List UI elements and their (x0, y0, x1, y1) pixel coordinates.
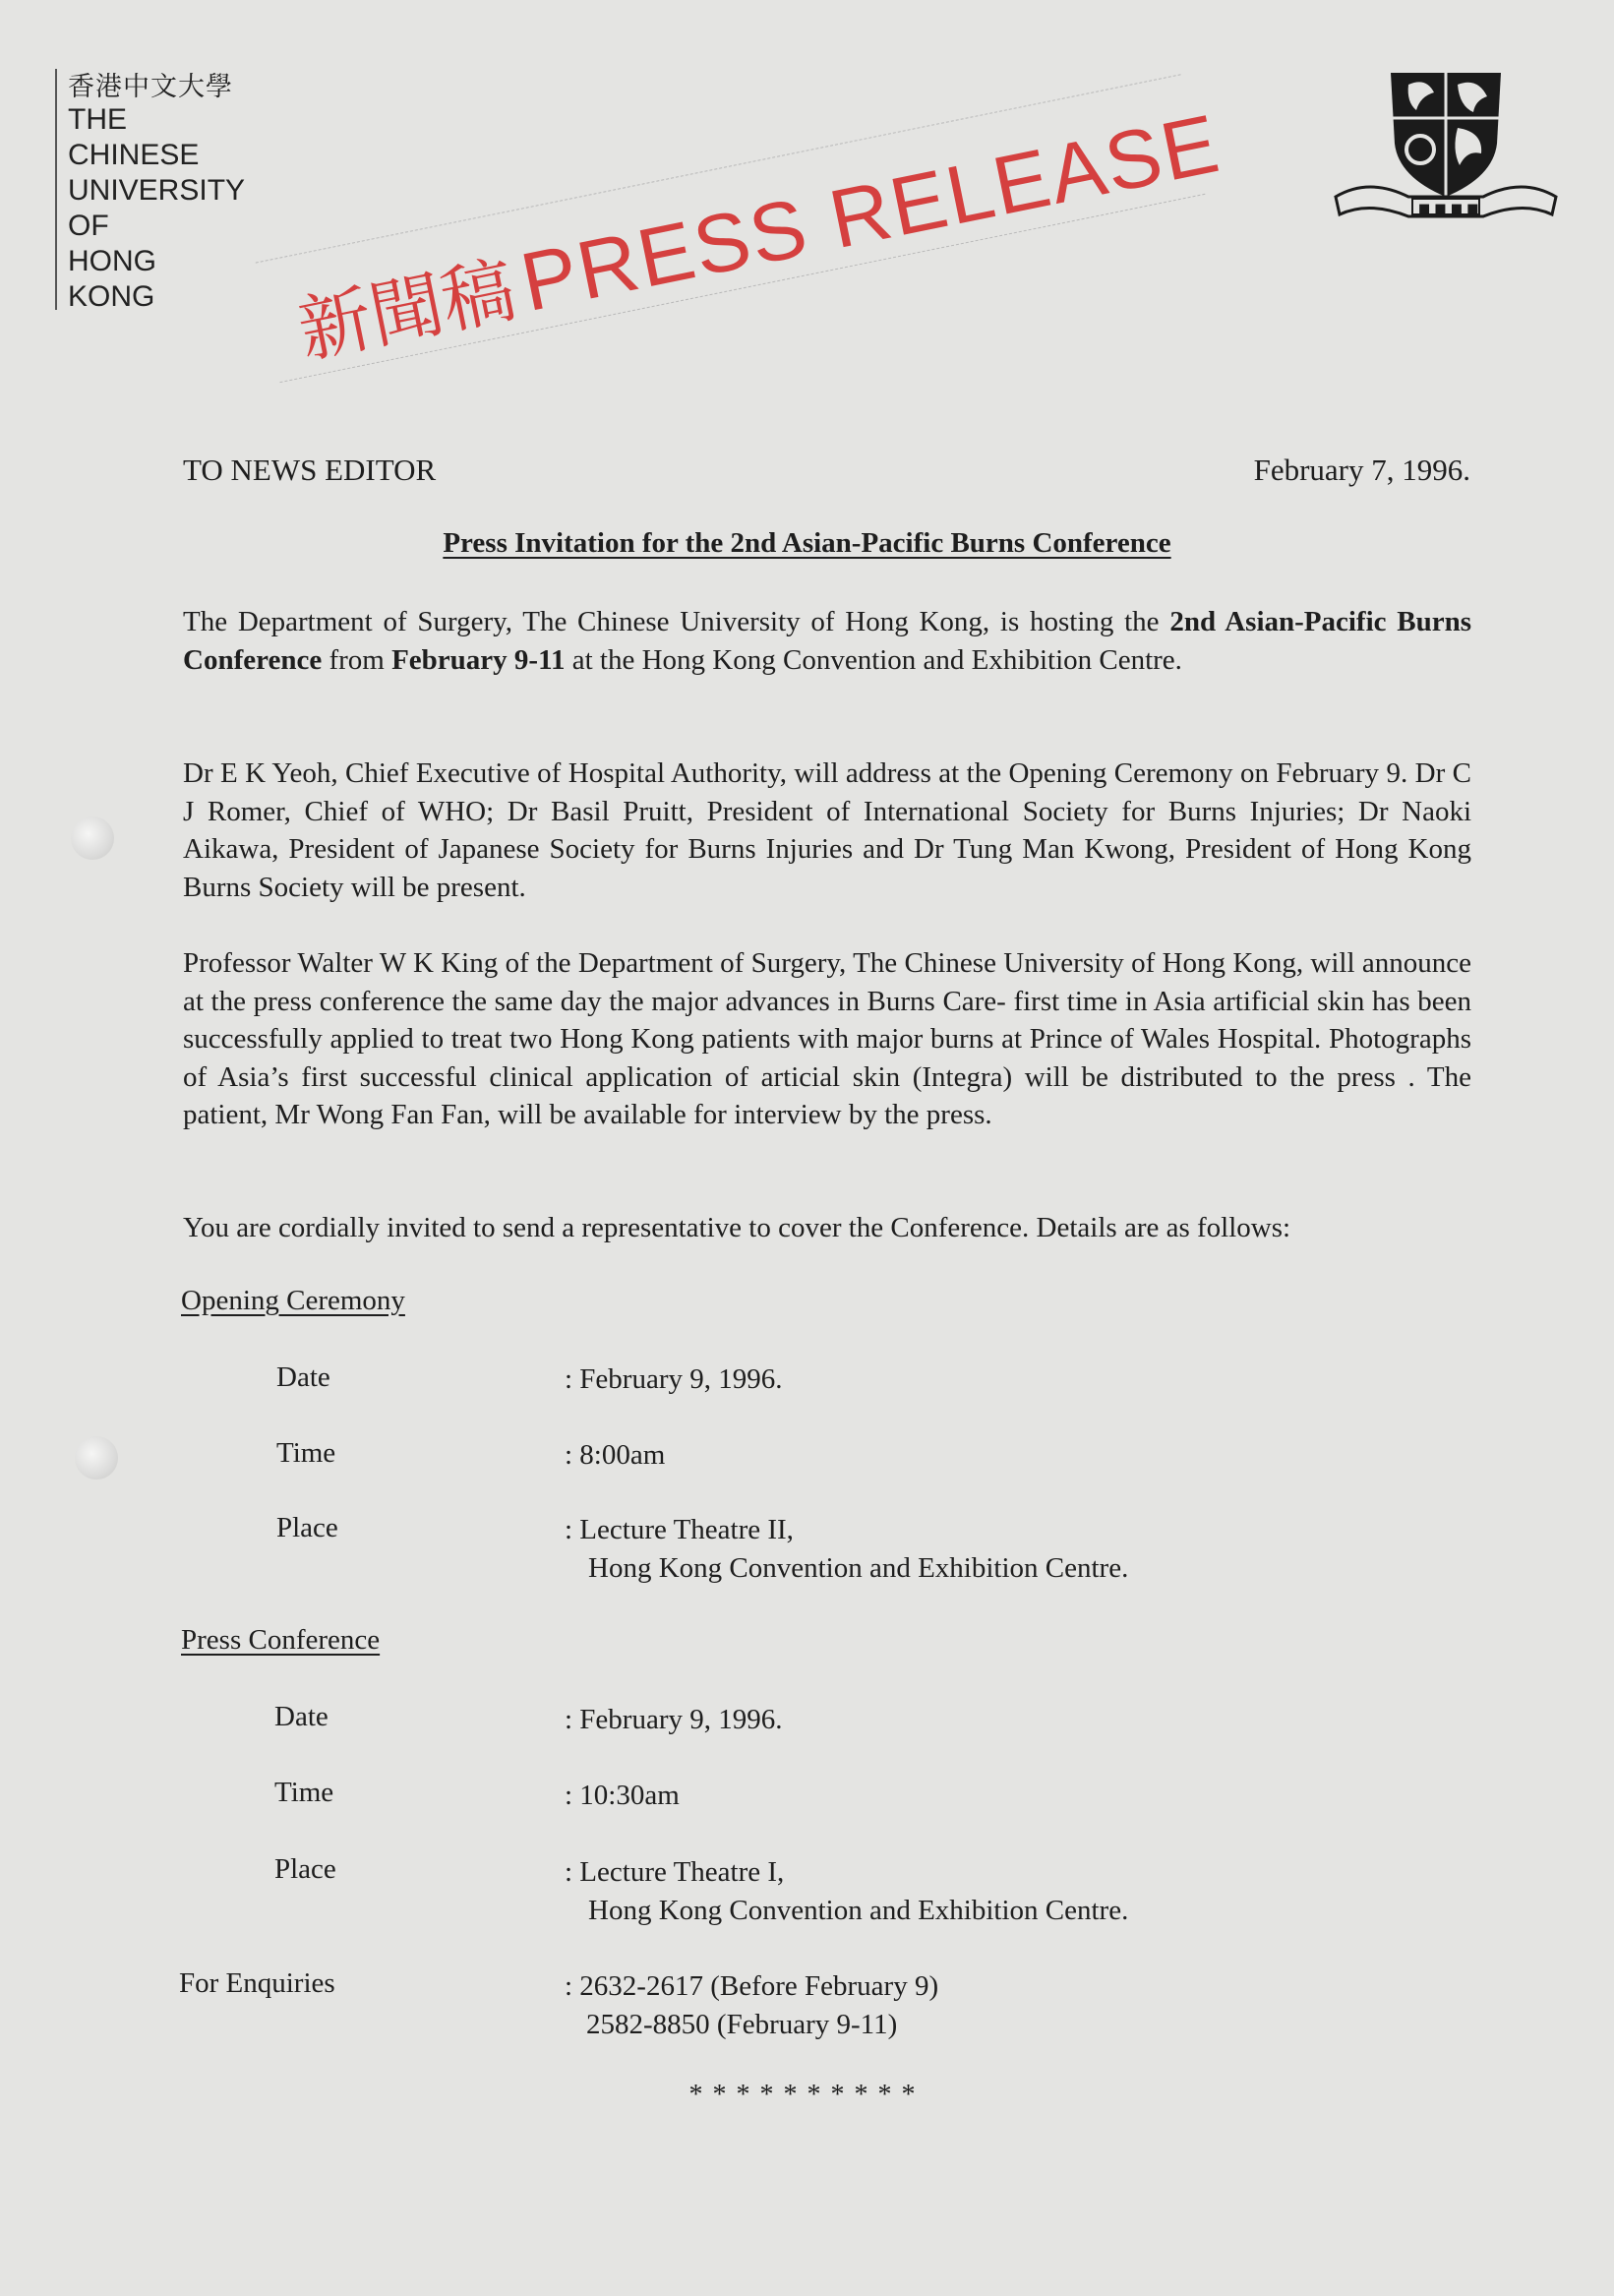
university-name-line: KONG (68, 280, 155, 313)
press-date-value: : February 9, 1996. (565, 1704, 783, 1735)
paragraph-guests: Dr E K Yeoh, Chief Executive of Hospital Authority, will address at the Opening Ceremony on February 9. Dr C J Romer, Chief of WHO; Dr Basil Pruitt, President of International Society for Burns Injuries; Dr Naoki Aikawa, President of Japanese Society for Burns Injuries and Dr Tung Man Kwong, President of Hong Kong Burns Society will be present. (183, 757, 1471, 903)
university-name-line: THE (68, 103, 127, 136)
university-name-line: UNIVERSITY (68, 174, 246, 207)
opening-time-label: Time (276, 1437, 336, 1469)
stamp-english-text: PRESS RELEASE (513, 95, 1227, 329)
paragraph-text: from (322, 643, 392, 676)
place-line: Hong Kong Convention and Exhibition Centre. (588, 1552, 1129, 1584)
footer-stars: ********** (688, 2080, 926, 2110)
stamp-chinese-text: 新聞稿 (291, 247, 522, 375)
document-title-text: Press Invitation for the 2nd Asian-Pacific Burns Conference (443, 527, 1171, 559)
opening-time-value: : 8:00am (565, 1439, 666, 1471)
university-english-name (68, 102, 245, 315)
enquiries-value (565, 1967, 938, 2044)
place-line: : Lecture Theatre I, (565, 1856, 785, 1888)
document-title (0, 527, 1614, 560)
place-line: Hong Kong Convention and Exhibition Centre. (588, 1895, 1129, 1926)
stamp-text (288, 89, 1228, 378)
conference-name: 2nd Asian-Pacific Burns Conference (183, 606, 1472, 676)
opening-ceremony-heading: Opening Ceremony (181, 1285, 405, 1316)
opening-place-value (565, 1511, 1128, 1588)
press-place-value (565, 1853, 1128, 1930)
opening-date-label: Date (276, 1361, 330, 1393)
paragraph-intro (183, 603, 1471, 679)
punch-hole (75, 1436, 118, 1480)
press-time-label: Time (274, 1777, 334, 1808)
paragraph-announcement: Professor Walter W K King of the Department of Surgery, The Chinese University of Hong Kong, will announce at the press conference the same day the major advances in Burns Care- first time in Asia artificial skin has been successfully applied to treat two Hong Kong patients with major burns at Prince of Wales Hospital. Photographs of Asia’s first successful clinical application of articial skin (Integra) will be distributed to the press . The patient, Mr Wong Fan Fan, will be available for interview by the press. (183, 947, 1471, 1130)
paragraph-text: The Department of Surgery, The Chinese University of Hong Kong, is hosting the (183, 606, 1170, 637)
opening-place-label: Place (276, 1512, 338, 1543)
enquiries-phone: 2582-8850 (February 9-11) (586, 2009, 898, 2040)
letterhead-rule (55, 69, 57, 310)
conference-dates: February 9-11 (391, 643, 566, 676)
place-line: : Lecture Theatre II, (565, 1514, 794, 1545)
university-name-line: OF (68, 210, 109, 242)
svg-text:■ ■ ■ ■: ■ ■ ■ ■ (1418, 202, 1479, 216)
opening-date-value: : February 9, 1996. (565, 1363, 783, 1395)
press-place-label: Place (274, 1853, 336, 1885)
document-date: February 7, 1996. (1253, 453, 1470, 487)
enquiries-label: For Enquiries (179, 1967, 335, 1999)
paragraph-invitation: You are cordially invited to send a representative to cover the Conference. Details are as follows: (183, 1212, 1291, 1243)
university-crest-icon (1330, 67, 1562, 236)
university-name-line: CHINESE (68, 139, 200, 171)
press-date-label: Date (274, 1701, 329, 1732)
paragraph-text: at the Hong Kong Convention and Exhibition Centre. (565, 643, 1182, 676)
recipient-line: TO NEWS EDITOR (183, 453, 437, 487)
university-name-line: HONG (68, 245, 156, 277)
press-conference-heading: Press Conference (181, 1624, 381, 1656)
university-chinese-name: 香港中文大學 (68, 72, 233, 102)
punch-hole (71, 816, 114, 860)
enquiries-phone: : 2632-2617 (Before February 9) (565, 1970, 939, 2002)
press-time-value: : 10:30am (565, 1780, 680, 1811)
press-release-stamp (252, 57, 1227, 438)
